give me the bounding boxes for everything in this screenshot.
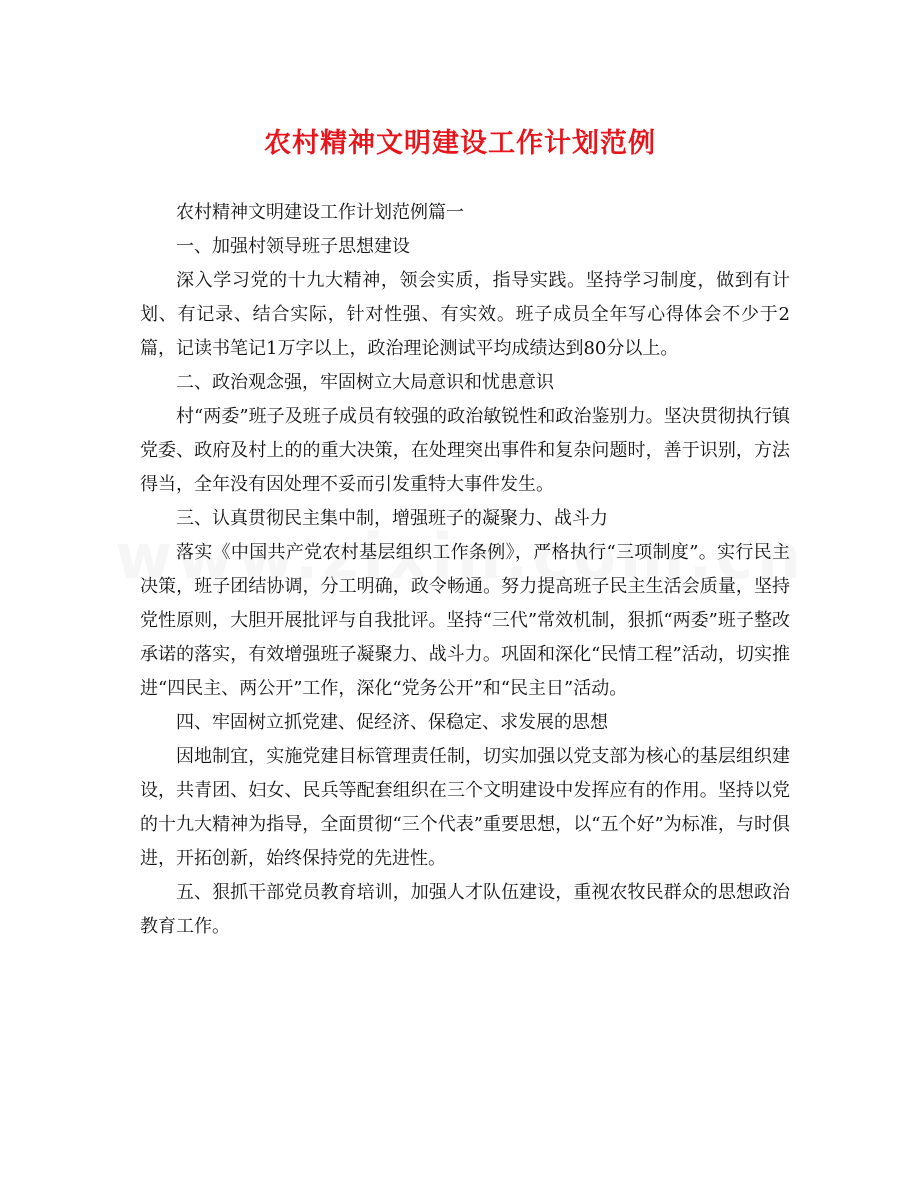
- document-body: [140, 196, 790, 944]
- paragraph-3: 落实《中国共产党农村基层组织工作条例》，严格执行“三项制度”。实行民主决策，班子团结协调，分工明确，政令畅通。努力提高班子民主生活会质量，坚持党性原则，大胆开展批评与自我批评。坚持“三代”常效机制，狠抓“两委”班子整改承诺的落实，有效增强班子凝聚力、战斗力。巩固和深化“民情工程”活动，切实推进“四民主、两公开”工作，深化“党务公开”和“民主日”活动。: [140, 542, 790, 699]
- paragraph-subtitle: 农村精神文明建设工作计划范例篇一: [176, 202, 464, 223]
- section-heading-5: 五、狠抓干部党员教育培训，加强人才队伍建设，重视农牧民群众的思想政治教育工作。: [140, 882, 790, 937]
- section-heading-2: 二、政治观念强，牢固树立大局意识和忧患意识: [176, 372, 554, 393]
- document-title: 农村精神文明建设工作计划范例: [264, 128, 656, 159]
- section-heading-4: 四、牢固树立抓党建、促经济、保稳定、求发展的思想: [176, 712, 608, 733]
- section-heading-3: 三、认真贯彻民主集中制，增强班子的凝聚力、战斗力: [176, 508, 608, 529]
- paragraph-2: 村“两委”班子及班子成员有较强的政治敏锐性和政治鉴别力。坚决贯彻执行镇党委、政府及村上的的重大决策，在处理突出事件和复杂问题时，善于识别，方法得当，全年没有因处理不妥而引发重特大事件发生。: [140, 406, 790, 495]
- section-heading-1: 一、加强村领导班子思想建设: [176, 236, 410, 257]
- paragraph-1: 深入学习党的十九大精神，领会实质，指导实践。坚持学习制度，做到有计划、有记录、结合实际，针对性强、有实效。班子成员全年写心得体会不少于2篇，记读书笔记1万字以上，政治理论测试平均成绩达到80分以上。: [140, 270, 790, 359]
- paragraph-4: 因地制宜，实施党建目标管理责任制，切实加强以党支部为核心的基层组织建设，共青团、妇女、民兵等配套组织在三个文明建设中发挥应有的作用。坚持以党的十九大精神为指导，全面贯彻“三个代表”重要思想，以“五个好”为标准，与时俱进，开拓创新，始终保持党的先进性。: [140, 746, 790, 869]
